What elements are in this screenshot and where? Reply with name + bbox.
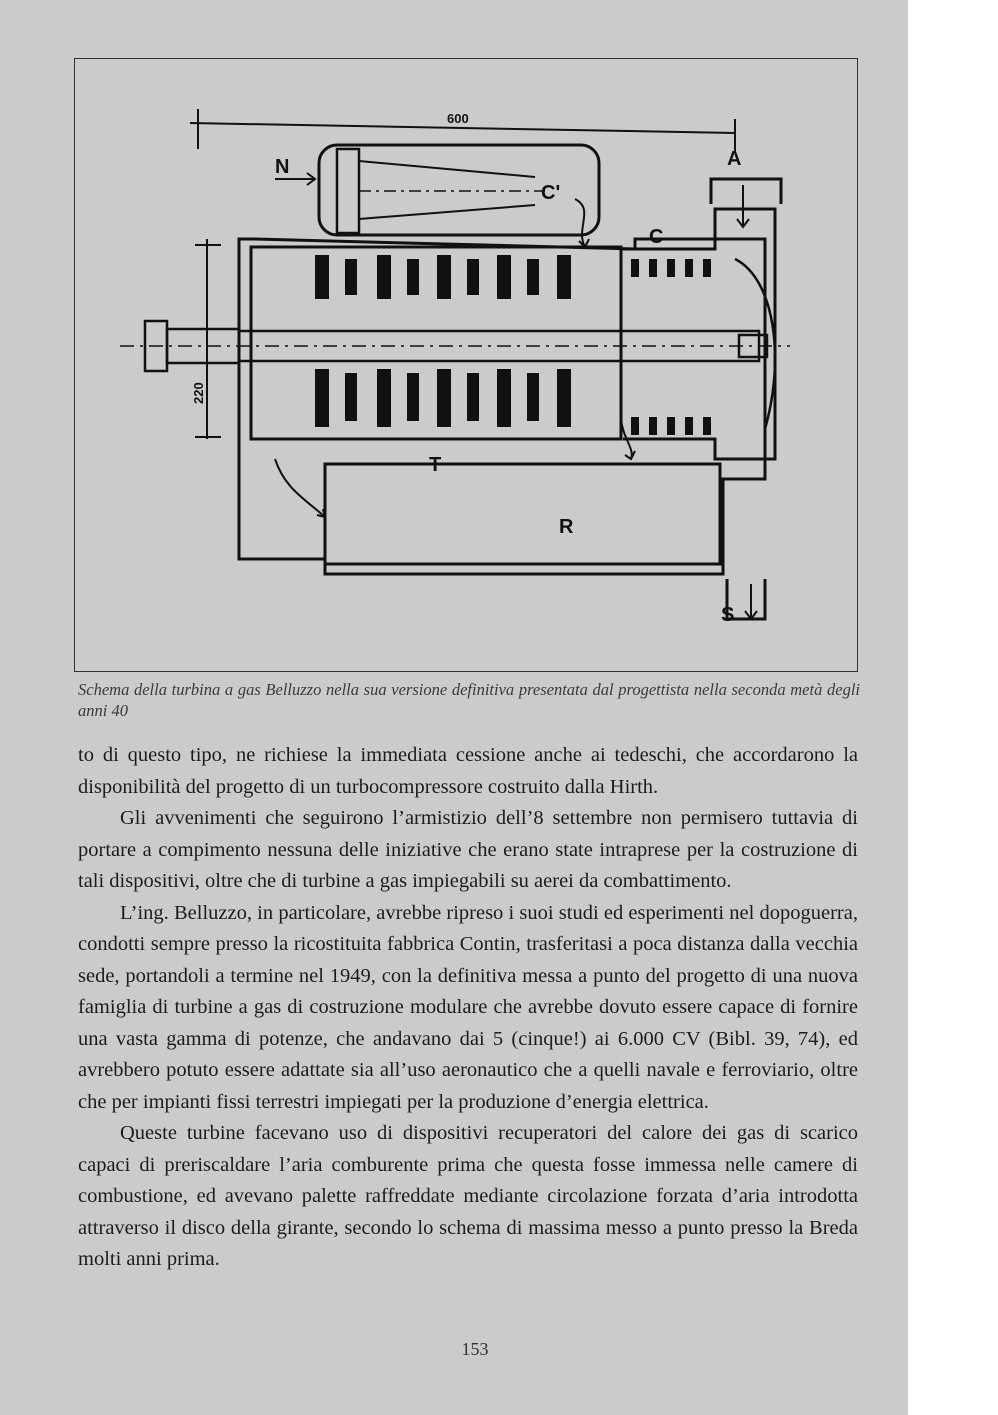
figure-caption: Schema della turbina a gas Belluzzo nella sua versione definitiva presentata dal progettista nella seconda metà degli anni 40 — [78, 680, 860, 720]
turbine-schematic-drawing — [75, 59, 859, 673]
paragraph-4: Queste turbine facevano uso di dispositivi recuperatori del calore dei gas di scarico capaci di preriscaldare l’aria comburente prima che questa fosse immessa nelle camere di combustione, ed avevano palette raffreddate mediante circolazione forzata d’aria introdotta attraverso il disco della girante, secondo lo schema di massima messo a punto presso la Breda molti anni prima. — [78, 1122, 858, 1270]
paragraph-3: L’ing. Belluzzo, in particolare, avrebbe ripreso i suoi studi ed esperimenti nel dopoguerra, condotti sempre presso la ricostituita fabbrica Contin, trasferitasi a poca distanza dalla vecchia sede, portandoli a termine nel 1949, con la definitiva messa a punto del progetto di una nuova famiglia di turbine a gas di costruzione modulare che avrebbe dovuto essere capace di fornire una vasta gamma di potenze, che andavano dai 5 (cinque!) ai 6.000 CV (Bibl. 39, 74), ed avrebbero potuto essere adattate sia all’uso aeronautico che a quelli navale e ferroviario, oltre che per impianti fissi terrestri impiegati per la produzione d’energia elettrica. — [78, 901, 858, 1113]
label-T: T — [429, 454, 442, 476]
label-N: N — [275, 156, 290, 178]
label-A: A — [727, 148, 742, 170]
label-C-prime: C' — [541, 182, 561, 204]
paragraph-1: to di questo tipo, ne richiese la immediata cessione anche ai tedeschi, che accordarono la disponibilità del progetto di un turbocompressore costruito dalla Hirth. — [78, 744, 858, 798]
label-S: S — [721, 604, 735, 626]
paragraph-2: Gli avvenimenti che seguirono l’armistizio dell’8 settembre non permisero tuttavia di portare a compimento nessuna delle iniziative che erano state intraprese per la costruzione di tali dispositivi, oltre che di turbine a gas impiegabili su aerei da combattimento. — [78, 807, 858, 892]
label-R: R — [559, 516, 574, 538]
body-text — [78, 740, 858, 1276]
turbine-diagram-figure — [74, 58, 858, 672]
dimension-left-label: 220 — [191, 382, 206, 404]
label-C: C — [649, 226, 664, 248]
page-number: 153 — [461, 1339, 489, 1359]
dimension-top-label: 600 — [447, 111, 469, 126]
